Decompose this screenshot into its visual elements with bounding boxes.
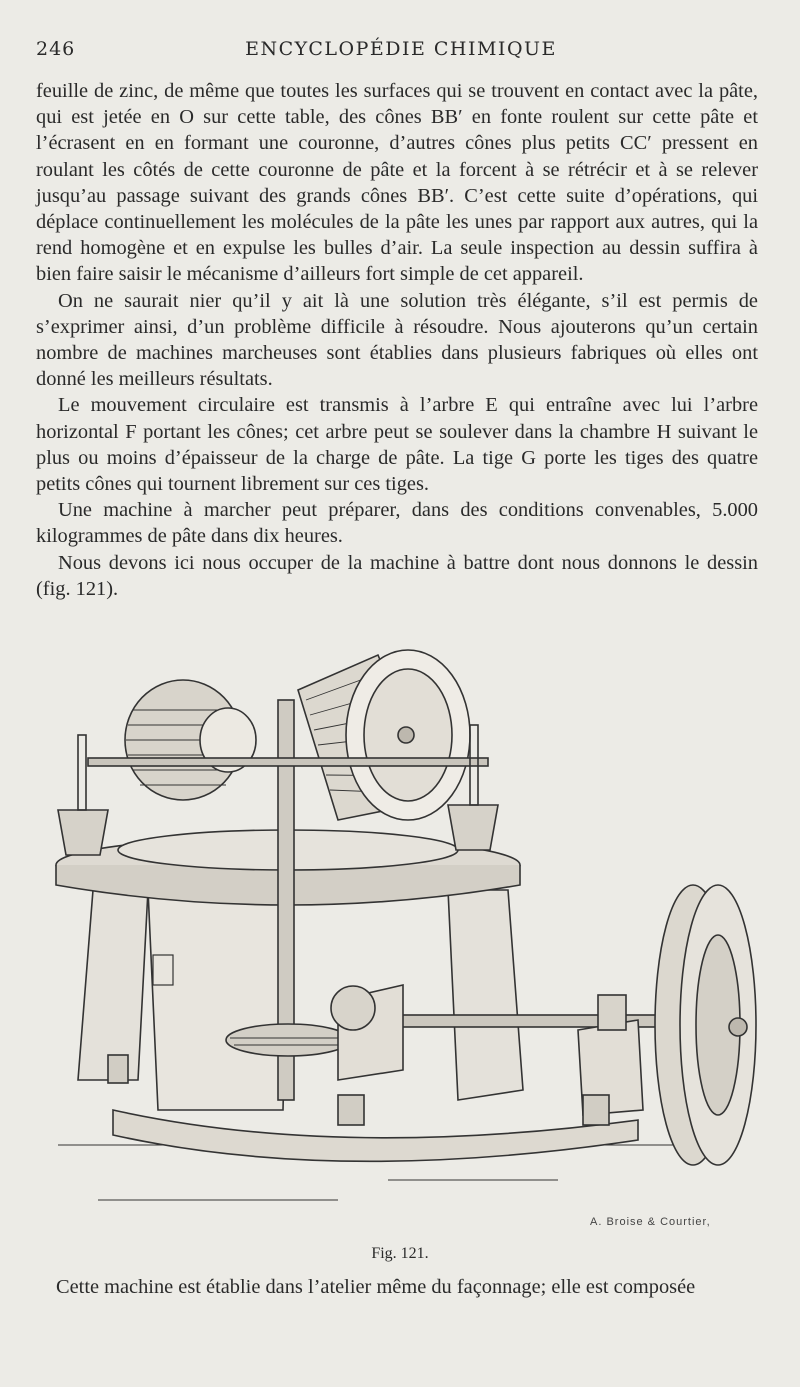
engraving-illustration	[38, 640, 768, 1240]
figure-caption: Fig. 121.	[371, 1245, 429, 1262]
paragraph-3: Le mouvement circulaire est transmis à l’arbre E qui entraîne avec lui l’arbre horizontal F portant les cônes; cet arbre peut se soulever dans la chambre H suivant le plus ou moins d’épaisseur de la charge de pâte. La tige G porte les tiges des quatre petits cônes qui tournent librement sur ces tiges.	[36, 394, 758, 496]
page-number: 246	[36, 38, 76, 60]
page-header	[36, 38, 766, 68]
engraver-credit: A. Broise & Courtier,	[590, 1216, 711, 1228]
running-title: ENCYCLOPÉDIE CHIMIQUE	[245, 38, 557, 60]
paragraph-5: Nous devons ici nous occuper de la machine à battre dont nous donnons le dessin (fig. 121).	[36, 551, 758, 600]
last-line: Cette machine est établie dans l’atelier même du façonnage; elle est composée	[56, 1276, 696, 1298]
machine-engraving	[38, 640, 768, 1240]
body-text	[36, 78, 758, 602]
paragraph-2: On ne saurait nier qu’il y ait là une solution très élégante, s’il est permis de s’exprimer ainsi, d’un problème difficile à résoudre. Nous ajouterons qu’un certain nombre de machines marcheuses sont établies dans plusieurs fabriques où elles ont donné les meilleurs résultats.	[36, 289, 758, 391]
paragraph-1: feuille de zinc, de même que toutes les surfaces qui se trouvent en contact avec la pâte, qui est jetée en O sur cette table, des cônes BB′ en fonte roulent sur cette pâte et l’écrasent en en formant une couronne, d’autres cônes plus petits CC′ pressent en roulant les côtés de cette couronne de pâte et la forcent à se rétrécir et à se relever jusqu’au passage suivant des grands cônes BB′. C’est cette suite d’opérations, qui déplace continuellement les molécules de la pâte les unes par rapport aux autres, qui la rend homogène et en expulse les bulles d’air. La seule inspection au dessin suffira à bien faire saisir le mécanisme d’ailleurs fort simple de cet appareil.	[36, 80, 758, 286]
paragraph-4: Une machine à marcher peut préparer, dans des conditions convenables, 5.000 kilogrammes de pâte dans dix heures.	[36, 499, 758, 548]
